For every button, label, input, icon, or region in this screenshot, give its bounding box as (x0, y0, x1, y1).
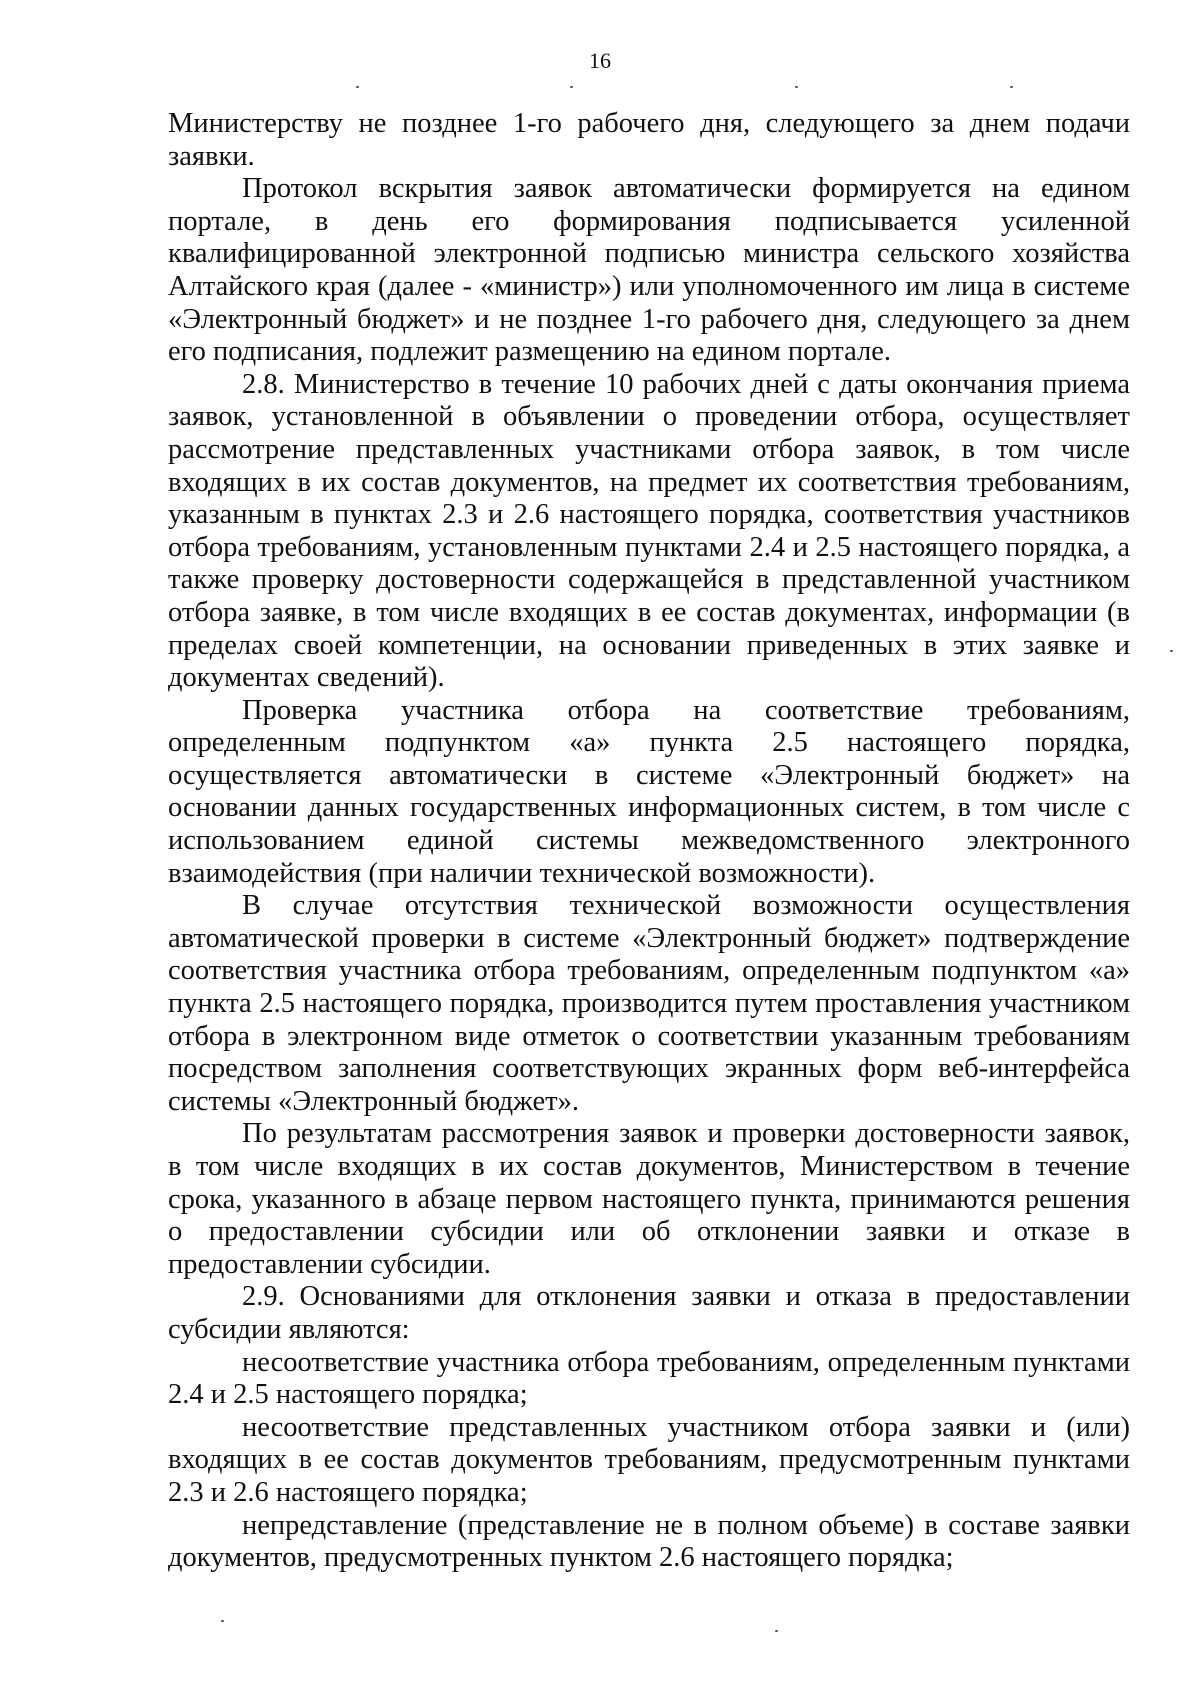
paragraph-continuation: Министерству не позднее 1-го рабочего дня, следующего за днем подачи заявки. (168, 108, 1130, 172)
scan-speck (570, 86, 573, 88)
page-number: 16 (589, 48, 611, 73)
scan-speck (795, 86, 798, 88)
paragraph-results: По результатам рассмотрения заявок и проверки достоверности заявок, в том числе входящих в их состав документов, Министерством в течение срока, указанного в абзаце первом настоящего пункта, принимаются решения о предоставлении субсидии или об отклонении заявки и отказе в предоставлении субсидии. (168, 1118, 1130, 1280)
scan-speck (775, 1630, 778, 1632)
document-body (168, 108, 1130, 1575)
paragraph-verification: Проверка участника отбора на соответствие требованиям, определенным подпунктом «а» пункта 2.5 настоящего порядка, осуществляется автоматически в системе «Электронный бюджет» на основании данных государственных информационных систем, в том числе с использованием единой системы межведомственного электронного взаимодействия (при наличии технической возможности). (168, 694, 1130, 889)
paragraph-no-technical-possibility: В случае отсутствия технической возможности осуществления автоматической проверки в системе «Электронный бюджет» подтверждение соответствия участника отбора требованиям, определенным подпунктом «а» пункта 2.5 настоящего порядка, производится путем проставления участником отбора в электронном виде отметок о соответствии указанным требованиям посредством заполнения соответствующих экранных форм веб-интерфейса системы «Электронный бюджет». (168, 890, 1130, 1117)
list-item-ground-2: несоответствие представленных участником отбора заявки и (или) входящих в ее состав документов требованиям, предусмотренным пунктами 2.3 и 2.6 настоящего порядка; (168, 1411, 1130, 1508)
paragraph-clause-2-8: 2.8. Министерство в течение 10 рабочих дней с даты окончания приема заявок, установленной в объявлении о проведении отбора, осуществляет рассмотрение представленных участниками отбора заявок, в том числе входящих в их состав документов, на предмет их соответствия требованиям, указанным в пунктах 2.3 и 2.6 настоящего порядка, соответствия участников отбора требованиям, установленным пунктами 2.4 и 2.5 настоящего порядка, а также проверку достоверности содержащейся в представленной участником отбора заявке, в том числе входящих в ее состав документах, информации (в пределах своей компетенции, на основании приведенных в этих заявке и документах сведений). (168, 368, 1130, 694)
list-item-ground-1: несоответствие участника отбора требованиям, определенным пунктами 2.4 и 2.5 настоящего порядка; (168, 1346, 1130, 1411)
paragraph-protocol: Протокол вскрытия заявок автоматически формируется на едином портале, в день его формирования подписывается усиленной квалифицированной электронной подписью министра сельского хозяйства Алтайского края (далее - «министр») или уполномоченного им лица в системе «Электронный бюджет» и не позднее 1-го рабочего дня, следующего за днем его подписания, подлежит размещению на едином портале. (168, 173, 1130, 368)
scan-speck (1010, 86, 1013, 88)
scan-speck (1170, 650, 1173, 652)
scan-speck (221, 1620, 224, 1622)
paragraph-clause-2-9: 2.9. Основаниями для отклонения заявки и отказа в предоставлении субсидии являются: (168, 1281, 1130, 1345)
scan-speck (356, 86, 359, 88)
list-item-ground-3: непредставление (представление не в полном объеме) в составе заявки документов, предусмотренных пунктом 2.6 настоящего порядка; (168, 1509, 1130, 1574)
